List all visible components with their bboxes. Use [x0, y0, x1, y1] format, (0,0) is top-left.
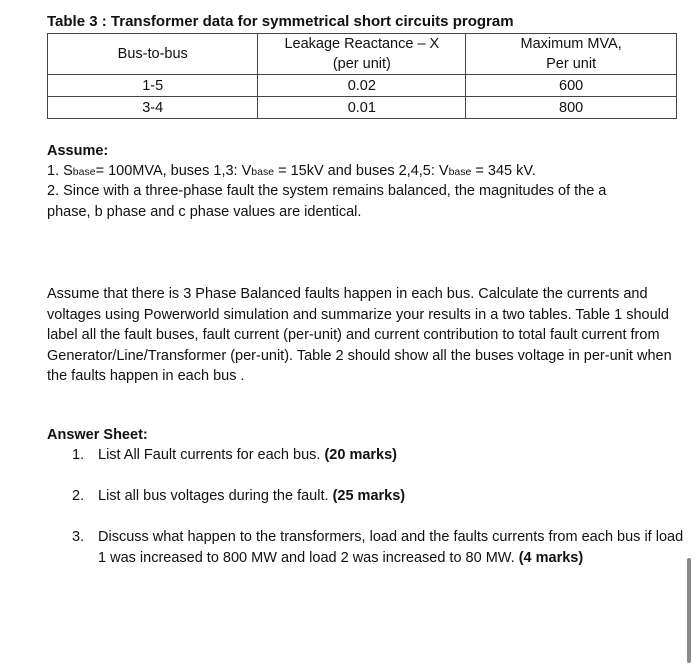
list-item-question: Discuss what happen to the transformers, load and the faults currents from each bus if load 1 was increased to 800 MW and load 2 was increased to 80 MW.	[98, 529, 684, 566]
cell-bus: 3-4	[48, 97, 258, 119]
assume-item-1-part-c: = 15kV and buses 2,4,5: V	[274, 163, 449, 179]
list-item-number: 2.	[72, 488, 85, 504]
transformer-data-table	[47, 33, 677, 119]
header-leakage-reactance-line1: Leakage Reactance – X	[284, 36, 440, 52]
assume-item-1-part-b: = 100MVA, buses 1,3: V	[95, 163, 252, 179]
assume-heading: Assume:	[47, 143, 109, 159]
assume-item-1-part-a: 1. S	[47, 163, 73, 179]
list-item-marks: (20 marks)	[324, 447, 398, 463]
cell-mva: 800	[466, 97, 677, 119]
header-bus-to-bus-label: Bus-to-bus	[117, 46, 188, 62]
cell-bus: 1-5	[48, 75, 258, 97]
list-item-question: List All Fault currents for each bus.	[98, 447, 325, 463]
list-item-text	[98, 445, 688, 466]
vertical-scrollbar[interactable]	[687, 558, 691, 663]
table-title: Table 3 : Transformer data for symmetrical short circuits program	[47, 13, 514, 30]
assume-item-1-part-d: = 345 kV.	[471, 163, 536, 179]
cell-reactance: 0.01	[258, 97, 466, 119]
list-item-text	[98, 486, 688, 507]
header-maximum-mva-line2: Per unit	[546, 56, 597, 72]
header-maximum-mva-line1: Maximum MVA,	[520, 36, 622, 52]
list-item-marks: (25 marks)	[332, 488, 406, 504]
list-item-number: 1.	[72, 447, 85, 463]
list-item-text	[98, 527, 688, 568]
header-bus-to-bus	[48, 34, 258, 75]
header-maximum-mva	[466, 34, 677, 75]
task-paragraph: Assume that there is 3 Phase Balanced faults happen in each bus. Calculate the currents and voltages using Powerworld simulation and summarize your results in a two tables. Table 1 should label all the fault buses, fault current (per-unit) and current contribution to total fault current from Generator/Line/Transformer (per-unit). Table 2 should show all the buses voltage in per-unit when the faults happen in each bus .	[47, 286, 672, 384]
list-item-number: 3.	[72, 529, 85, 545]
header-leakage-reactance	[258, 34, 466, 75]
sbase-subscript: base	[72, 166, 96, 178]
vbase-subscript: base	[448, 166, 472, 178]
assume-item-1	[47, 161, 682, 183]
table-header-row	[48, 34, 677, 75]
table-row	[48, 75, 677, 97]
cell-mva: 600	[466, 75, 677, 97]
vbase-subscript: base	[251, 166, 275, 178]
list-item-question: List all bus voltages during the fault.	[98, 488, 333, 504]
cell-reactance: 0.02	[258, 75, 466, 97]
list-item-marks: (4 marks)	[518, 549, 584, 566]
assume-item-2: 2. Since with a three-phase fault the system remains balanced, the magnitudes of the a phase, b phase and c phase values are identical.	[47, 183, 607, 220]
header-leakage-reactance-line2: (per unit)	[332, 56, 391, 72]
answer-sheet-heading: Answer Sheet:	[47, 427, 148, 443]
table-row	[48, 97, 677, 119]
